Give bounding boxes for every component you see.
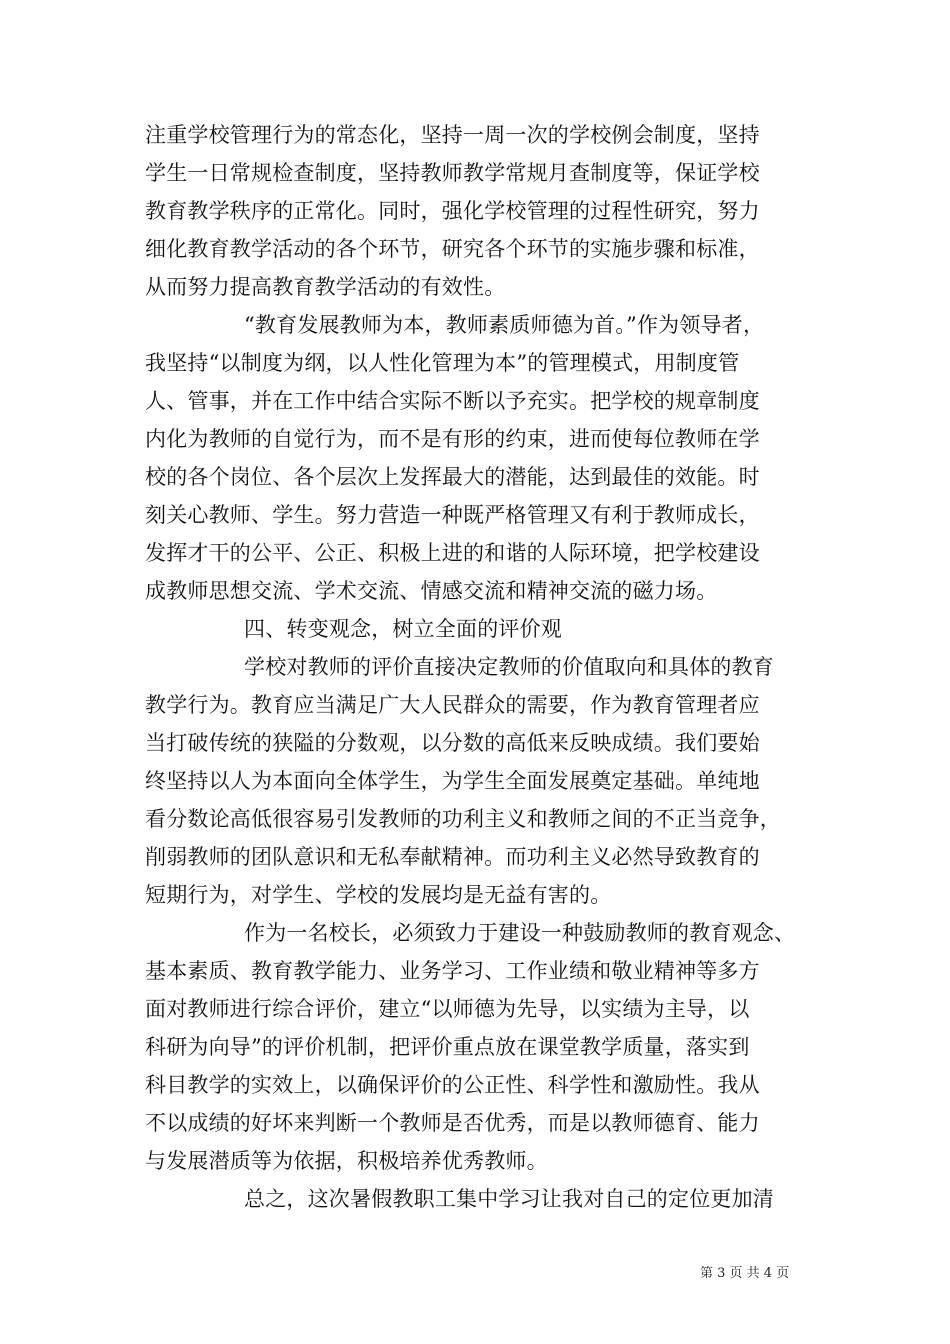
text-line: 四、转变观念，树立全面的评价观 xyxy=(244,617,562,641)
text-line: 校的各个岗位、各个层次上发挥最大的潜能，达到最佳的效能。时 xyxy=(145,465,760,489)
text-line: 教育教学秩序的正常化。同时，强化学校管理的过程性研究，努力 xyxy=(145,199,760,223)
text-line: 内化为教师的自觉行为，而不是有形的约束，进而使每位教师在学 xyxy=(145,427,760,451)
text-line: 教学行为。教育应当满足广大人民群众的需要，作为教育管理者应 xyxy=(145,693,760,717)
text-line: 与发展潜质等为依据，积极培养优秀教师。 xyxy=(145,1149,548,1173)
text-line: 学校对教师的评价直接决定教师的价值取向和具体的教育 xyxy=(244,655,774,679)
text-line: 面对教师进行综合评价，建立“以师德为先导，以实绩为主导，以 xyxy=(145,997,750,1021)
text-line: 不以成绩的好坏来判断一个教师是否优秀，而是以教师德育、能力 xyxy=(145,1111,760,1135)
text-line: 刻关心教师、学生。努力营造一种既严格管理又有利于教师成长， xyxy=(145,503,760,527)
text-line: 细化教育教学活动的各个环节，研究各个环节的实施步骤和标准， xyxy=(145,237,760,261)
text-line: “教育发展教师为本，教师素质师德为首。”作为领导者， xyxy=(244,313,765,337)
text-line: 削弱教师的团队意识和无私奉献精神。而功利主义必然导致教育的 xyxy=(145,845,760,869)
text-line: 从而努力提高教育教学活动的有效性。 xyxy=(145,275,506,299)
text-line: 成教师思想交流、学术交流、情感交流和精神交流的磁力场。 xyxy=(145,579,718,603)
text-line: 短期行为，对学生、学校的发展均是无益有害的。 xyxy=(145,883,612,907)
text-line: 发挥才干的公平、公正、积极上进的和谐的人际环境，把学校建设 xyxy=(145,541,760,565)
text-line: 看分数论高低很容易引发教师的功利主义和教师之间的不正当竞争， xyxy=(145,807,781,831)
text-line: 科目教学的实效上，以确保评价的公正性、科学性和激励性。我从 xyxy=(145,1073,760,1097)
text-line: 我坚持“以制度为纲，以人性化管理为本”的管理模式，用制度管 xyxy=(145,351,740,375)
text-line: 基本素质、教育教学能力、业务学习、工作业绩和敬业精神等多方 xyxy=(145,959,760,983)
text-line: 当打破传统的狭隘的分数观，以分数的高低来反映成绩。我们要始 xyxy=(145,731,760,755)
text-line: 人、管事，并在工作中结合实际不断以予充实。把学校的规章制度 xyxy=(145,389,760,413)
text-line: 总之，这次暑假教职工集中学习让我对自己的定位更加清 xyxy=(244,1187,774,1211)
text-line: 终坚持以人为本面向全体学生，为学生全面发展奠定基础。单纯地 xyxy=(145,769,760,793)
page-number-footer: 第 3 页 共 4 页 xyxy=(700,1266,790,1281)
text-line: 作为一名校长，必须致力于建设一种鼓励教师的教育观念、 xyxy=(244,921,796,945)
document-body xyxy=(145,116,807,1218)
text-line: 科研为向导”的评价机制，把评价重点放在课堂教学质量，落实到 xyxy=(145,1035,750,1059)
text-line: 学生一日常规检查制度，坚持教师教学常规月查制度等，保证学校 xyxy=(145,161,760,185)
text-line: 注重学校管理行为的常态化，坚持一周一次的学校例会制度，坚持 xyxy=(145,123,760,147)
